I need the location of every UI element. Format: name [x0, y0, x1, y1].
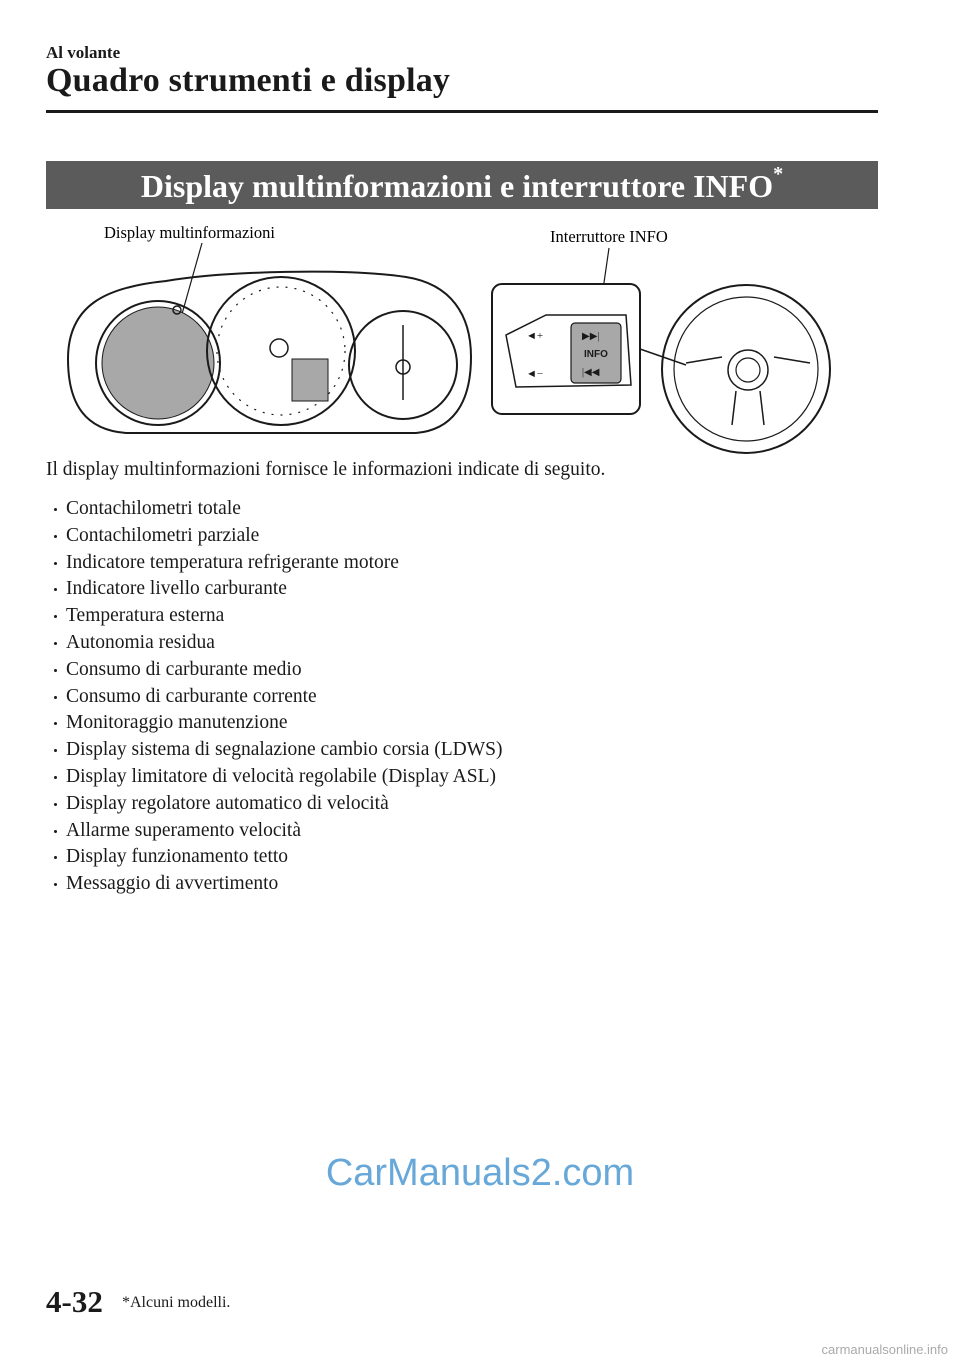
list-item: Monitoraggio manutenzione [52, 710, 502, 737]
volume-up-icon: ◄+ [526, 330, 544, 342]
feature-list [52, 496, 502, 898]
list-item: Messaggio di avvertimento [52, 871, 502, 898]
page-number: 4-32 [46, 1284, 103, 1319]
list-item: Autonomia residua [52, 630, 502, 657]
watermark: CarManuals2.com [325, 1152, 635, 1194]
list-item: Display limitatore di velocità regolabile (Display ASL) [52, 764, 502, 791]
instrument-cluster [68, 272, 471, 433]
list-item: Indicatore temperatura refrigerante motore [52, 550, 502, 577]
callout-display-label: Display multinformazioni [104, 223, 275, 242]
list-item: Consumo di carburante corrente [52, 684, 502, 711]
list-item: Contachilometri parziale [52, 523, 502, 550]
list-item: Display sistema di segnalazione cambio corsia (LDWS) [52, 737, 502, 764]
volume-down-icon: ◄− [526, 368, 544, 380]
footnote: *Alcuni modelli. [122, 1294, 231, 1311]
illustration [46, 215, 878, 460]
multi-information-display [102, 307, 214, 419]
prev-track-icon: |◀◀ [582, 367, 600, 378]
steering-wheel [662, 285, 830, 453]
footer-site-link[interactable]: carmanualsonline.info [821, 1342, 948, 1357]
next-track-icon: ▶▶| [582, 331, 600, 342]
topic-banner [46, 161, 878, 209]
info-switch-text: INFO [584, 349, 608, 360]
title-rule [46, 110, 878, 113]
intro-paragraph: Il display multinformazioni fornisce le informazioni indicate di seguito. [46, 459, 606, 480]
callout-switch-label: Interruttore INFO [550, 227, 668, 246]
list-item: Indicatore livello carburante [52, 576, 502, 603]
list-item: Display funzionamento tetto [52, 844, 502, 871]
tachometer-inner-display [292, 359, 328, 401]
list-item: Display regolatore automatico di velocità [52, 791, 502, 818]
list-item: Contachilometri totale [52, 496, 502, 523]
optional-marker: * [773, 163, 784, 185]
list-item: Consumo di carburante medio [52, 657, 502, 684]
section-label: Al volante [46, 43, 121, 62]
section-title: Quadro strumenti e display [46, 62, 451, 99]
list-item: Temperatura esterna [52, 603, 502, 630]
steering-switch-closeup [492, 284, 686, 414]
banner-title: Display multinformazioni e interruttore INFO [140, 168, 774, 204]
list-item: Allarme superamento velocità [52, 818, 502, 845]
